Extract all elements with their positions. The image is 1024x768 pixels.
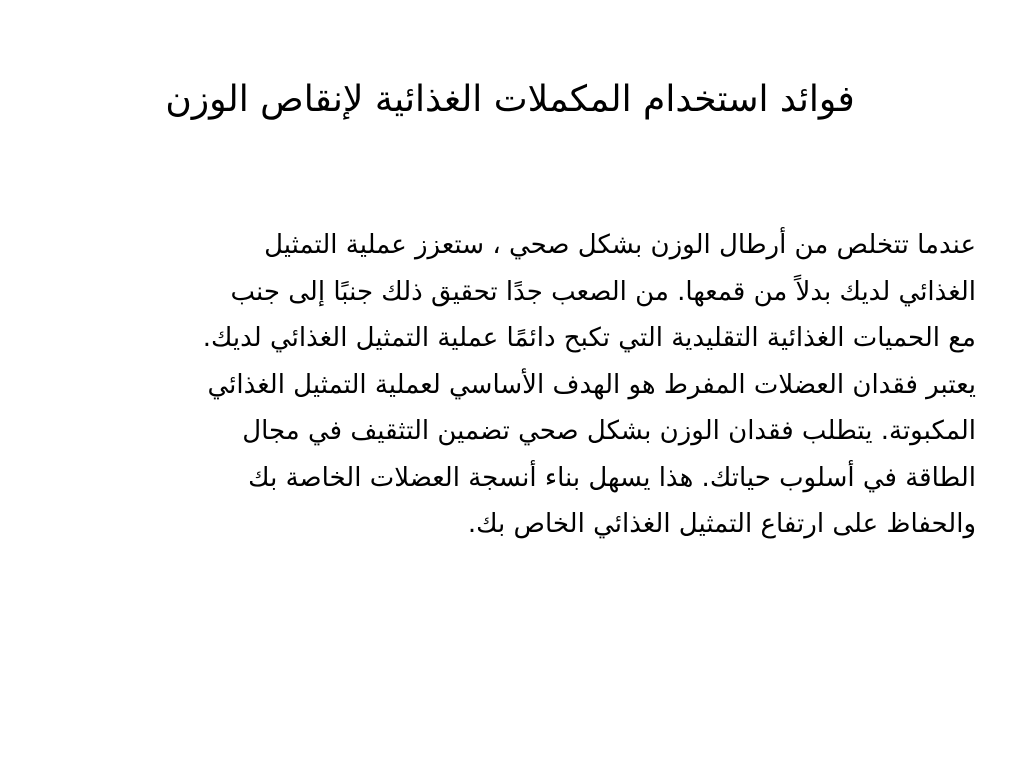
- body-line: والحفاظ على ارتفاع التمثيل الغذائي الخاص بك.: [467, 509, 976, 539]
- body-line: عندما تتخلص من أرطال الوزن بشكل صحي ، ستعزز عملية التمثيل: [264, 230, 976, 260]
- slide-title: فوائد استخدام المكملات الغذائية لإنقاص الوزن: [165, 79, 855, 120]
- body-line: الغذائي لديك بدلاً من قمعها. من الصعب جدًا تحقيق ذلك جنبًا إلى جنب: [230, 276, 976, 307]
- body-line: مع الحميات الغذائية التقليدية التي تكبح دائمًا عملية التمثيل الغذائي لديك.: [202, 323, 976, 353]
- body-line: يعتبر فقدان العضلات المفرط هو الهدف الأساسي لعملية التمثيل الغذائي: [207, 369, 976, 400]
- body-line: الطاقة في أسلوب حياتك. هذا يسهل بناء أنسجة العضلات الخاصة بك: [248, 462, 976, 493]
- body-line: المكبوتة. يتطلب فقدان الوزن بشكل صحي تضمين التثقيف في مجال: [242, 416, 976, 446]
- body-paragraph: [70, 222, 976, 548]
